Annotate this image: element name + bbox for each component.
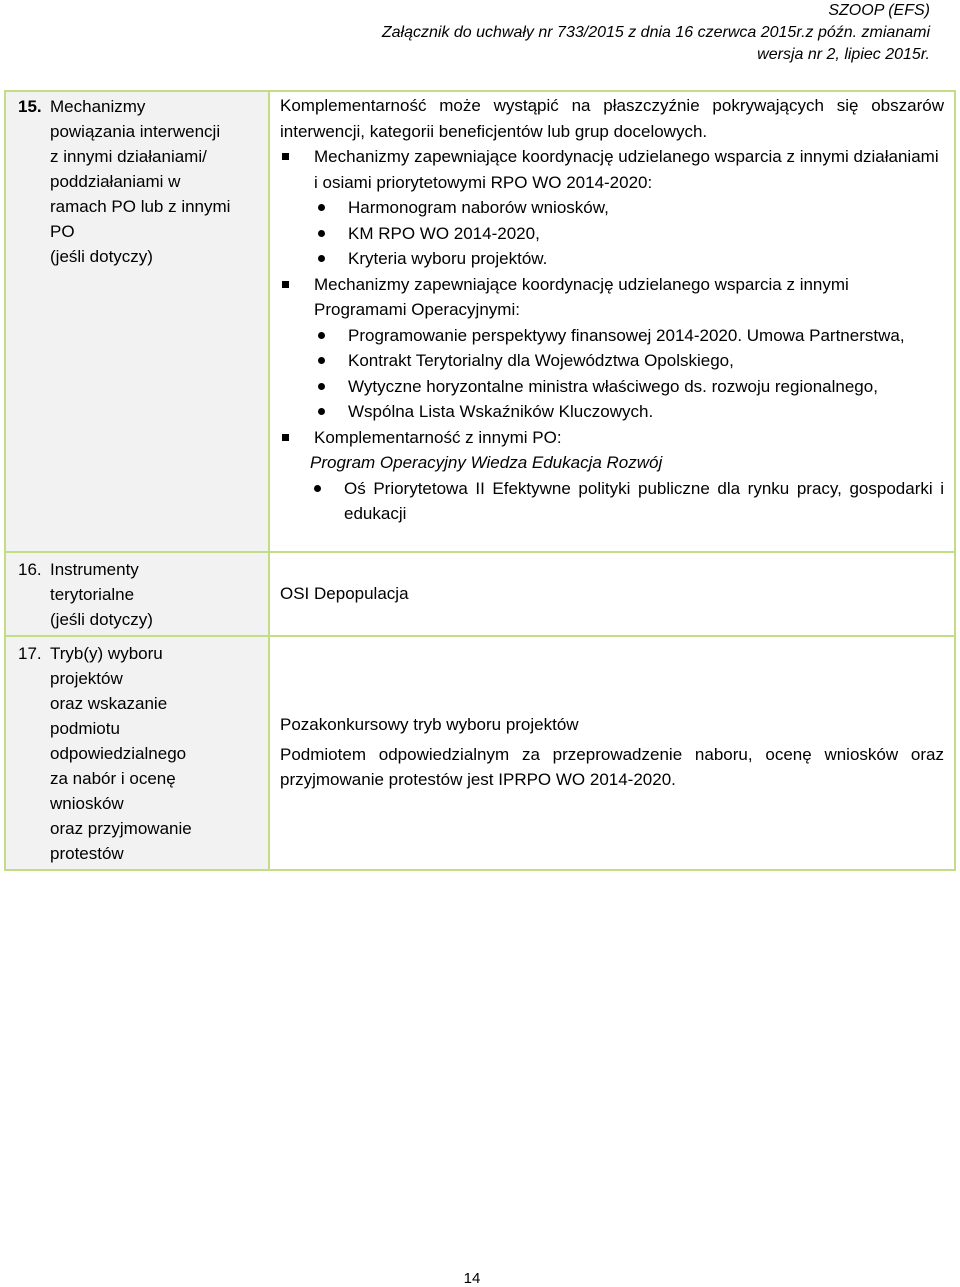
table-row-15 — [5, 91, 955, 552]
list-item — [314, 195, 944, 221]
table-row-17 — [5, 636, 955, 870]
row-17-label-line: za nabór i ocenę — [50, 769, 176, 788]
row-15-label-line: poddziałaniami w — [50, 172, 181, 191]
list-item — [314, 348, 944, 374]
row-15-label-line: PO — [50, 222, 75, 241]
row-16-label-line: terytorialne — [50, 585, 135, 604]
list-item — [314, 374, 944, 400]
page-number: 14 — [463, 1270, 481, 1287]
document-header — [382, 0, 930, 66]
row-15-label-cell — [5, 91, 269, 552]
block-3-text: Komplementarność z innymi PO: — [314, 427, 562, 447]
square-bullet-icon — [280, 144, 314, 272]
row-17-label-line: protestów — [50, 844, 124, 863]
block-2-text: Mechanizmy zapewniające koordynację udzielanego wsparcia z innymi Programami Operacyjnymi: — [314, 274, 849, 319]
responsible-entity: Podmiotem odpowiedzialnym za przeprowadzenie naboru, ocenę wniosków oraz przyjmowanie protestów jest IPRPO WO 2014-2020. — [280, 744, 944, 789]
list-item-text: Kontrakt Terytorialny dla Województwa Opolskiego, — [348, 351, 734, 370]
row-15-label-line: Mechanizmy — [50, 97, 146, 116]
selection-mode: Pozakonkursowy tryb wyboru projektów — [280, 715, 579, 734]
list-item-text: Wspólna Lista Wskaźników Kluczowych. — [348, 402, 654, 421]
header-line-3: wersja nr 2, lipiec 2015r. — [757, 46, 930, 63]
list-item — [314, 323, 944, 349]
round-bullet-icon — [314, 195, 348, 221]
round-bullet-icon — [314, 221, 348, 247]
square-bullet-item — [280, 272, 944, 425]
round-bullet-icon — [310, 476, 344, 527]
list-item-text: Kryteria wyboru projektów. — [348, 249, 548, 268]
list-item — [314, 399, 944, 425]
row-17-label-line: podmiotu — [50, 719, 120, 738]
list-item-text: Programowanie perspektywy finansowej 2014-2020. Umowa Partnerstwa, — [348, 325, 905, 345]
row-15-number: 15. — [18, 97, 42, 116]
square-bullet-item — [280, 425, 944, 451]
row-15-label-line: (jeśli dotyczy) — [50, 247, 153, 266]
round-bullet-icon — [314, 246, 348, 272]
row-15-label-line: powiązania interwencji — [50, 122, 221, 141]
row-16-label-line: Instrumenty — [50, 560, 139, 579]
program-name: Program Operacyjny Wiedza Edukacja Rozwój — [310, 453, 663, 472]
row-17-label-line: wniosków — [50, 794, 124, 813]
header-line-2: Załącznik do uchwały nr 733/2015 z dnia 16 czerwca 2015r.z późn. zmianami — [381, 24, 930, 41]
row-17-label-cell — [5, 636, 269, 870]
row-15-content-cell — [269, 91, 955, 552]
row-17-content-cell — [269, 636, 955, 870]
row-16-content-cell — [269, 552, 955, 636]
row-17-label-line: oraz przyjmowanie — [50, 819, 192, 838]
table-row-16 — [5, 552, 955, 636]
document-table — [4, 90, 956, 871]
row-15-label-line: ramach PO lub z innymi — [50, 197, 231, 216]
row-16-number: 16. — [18, 560, 42, 579]
square-bullet-icon — [280, 425, 314, 451]
row-17-label-line: odpowiedzialnego — [50, 744, 187, 763]
row-17-label-line: Tryb(y) wyboru — [50, 644, 163, 663]
row-16-label — [50, 557, 262, 632]
square-bullet-icon — [280, 272, 314, 425]
row-15-label — [50, 94, 262, 269]
list-item-text: Wytyczne horyzontalne ministra właściwego ds. rozwoju regionalnego, — [348, 376, 878, 396]
list-item-text: Harmonogram naborów wniosków, — [348, 198, 609, 217]
row-17-label-line: oraz wskazanie — [50, 694, 168, 713]
complementarity-intro: Komplementarność może wystąpić na płaszczyźnie pokrywających się obszarów interwencji, kategorii beneficjentów lub grup docelowych. — [280, 96, 944, 141]
list-item-text: Oś Priorytetowa II Efektywne polityki publiczne dla rynku pracy, gospodarki i edukacji — [344, 478, 944, 523]
list-item — [314, 221, 944, 247]
block-1-text: Mechanizmy zapewniające koordynację udzielanego wsparcia z innymi działaniami i osiami priorytetowymi RPO WO 2014-2020: — [314, 147, 939, 192]
round-bullet-icon — [314, 348, 348, 374]
list-item-text: KM RPO WO 2014-2020, — [348, 223, 540, 243]
row-15-label-line: z innymi działaniami/ — [50, 147, 207, 166]
row-16-label-cell — [5, 552, 269, 636]
square-bullet-item — [280, 144, 944, 272]
list-item — [310, 476, 944, 527]
row-17-number: 17. — [18, 644, 42, 663]
row-17-label — [50, 641, 262, 866]
round-bullet-icon — [314, 323, 348, 349]
row-16-label-line: (jeśli dotyczy) — [50, 610, 153, 629]
list-item — [314, 246, 944, 272]
header-line-1: SZOOP (EFS) — [828, 2, 930, 19]
row-17-label-line: projektów — [50, 669, 123, 688]
round-bullet-icon — [314, 374, 348, 400]
territorial-instrument: OSI Depopulacja — [280, 584, 409, 603]
round-bullet-icon — [314, 399, 348, 425]
